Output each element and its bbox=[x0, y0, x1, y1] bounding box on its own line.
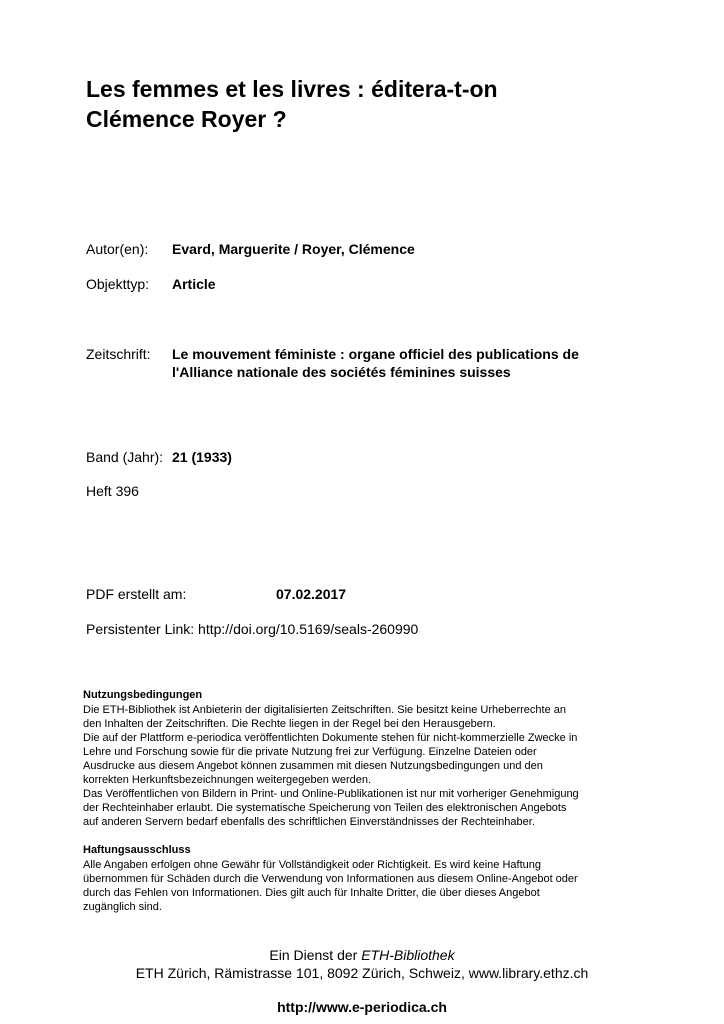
pdf-created-label: PDF erstellt am: bbox=[86, 586, 187, 602]
terms-line: Die ETH-Bibliothek ist Anbieterin der digitalisierten Zeitschriften. Sie besitzt keine Urheberrechte an bbox=[83, 704, 567, 716]
disclaimer-section bbox=[83, 843, 643, 914]
zeitschrift-value bbox=[172, 345, 642, 381]
terms-line: Ausdrucke aus diesem Angebot können zusammen mit diesen Nutzungsbedingungen und den bbox=[83, 760, 543, 772]
footer-service-prefix: Ein Dienst der bbox=[269, 947, 362, 963]
terms-line: Lehre und Forschung sowie für die private Nutzung frei zur Verfügung. Einzelne Dateien oder bbox=[83, 746, 537, 758]
title-line: Les femmes et les livres : éditera-t-on bbox=[86, 76, 498, 102]
disclaimer-line: übernommen für Schäden durch die Verwendung von Informationen aus diesem Online-Angebot oder bbox=[83, 873, 578, 885]
objekttyp-value: Article bbox=[172, 276, 216, 292]
disclaimer-heading: Haftungsausschluss bbox=[83, 844, 191, 856]
terms-line: auf anderen Servern bedarf ebenfalls des schriftlichen Einverständnisses der Rechteinhaber. bbox=[83, 816, 535, 828]
title-line: Clémence Royer ? bbox=[86, 106, 287, 132]
disclaimer-line: Alle Angaben erfolgen ohne Gewähr für Vollständigkeit oder Richtigkeit. Es wird keine Haftung bbox=[83, 859, 541, 871]
terms-line: den Inhalten der Zeitschriften. Die Rechte liegen in der Regel bei den Herausgebern. bbox=[83, 718, 496, 730]
footer-address: ETH Zürich, Rämistrasse 101, 8092 Zürich, Schweiz, www.library.ethz.ch bbox=[135, 965, 589, 981]
terms-heading: Nutzungsbedingungen bbox=[83, 689, 203, 701]
zeitschrift-line: l'Alliance nationale des sociétés féminines suisses bbox=[172, 364, 511, 380]
terms-line: Die auf der Plattform e-periodica veröffentlichten Dokumente stehen für nicht-kommerzielle Zwecke in bbox=[83, 732, 578, 744]
footer-service bbox=[0, 946, 724, 964]
autor-value: Evard, Marguerite / Royer, Clémence bbox=[172, 241, 415, 257]
band-value: 21 (1933) bbox=[172, 449, 232, 465]
objekttyp-label: Objekttyp: bbox=[86, 276, 150, 292]
disclaimer-body bbox=[83, 858, 643, 914]
terms-body bbox=[83, 703, 643, 829]
disclaimer-line: zugänglich sind. bbox=[83, 901, 162, 913]
footer-url-link[interactable]: http://www.e-periodica.ch bbox=[277, 999, 447, 1015]
terms-line: korrekten Herkunftsbezeichnungen weitergegeben werden. bbox=[83, 774, 372, 786]
autor-label: Autor(en): bbox=[86, 241, 149, 257]
persistent-link[interactable]: Persistenter Link: http://doi.org/10.5169/seals-260990 bbox=[86, 621, 419, 637]
document-title bbox=[86, 74, 646, 134]
terms-line: der Rechteinhaber erlaubt. Die systematische Speicherung von Teilen des elektronischen Angebots bbox=[83, 802, 567, 814]
band-label: Band (Jahr): bbox=[86, 449, 164, 465]
footer-service-name: ETH-Bibliothek bbox=[361, 947, 455, 963]
disclaimer-line: durch das Fehlen von Informationen. Dies gilt auch für Inhalte Dritter, die über dieses Angebot bbox=[83, 887, 540, 899]
terms-of-use-section bbox=[83, 688, 643, 829]
zeitschrift-label: Zeitschrift: bbox=[86, 346, 151, 362]
heft-text: Heft 396 bbox=[86, 483, 139, 499]
terms-line: Das Veröffentlichen von Bildern in Print- und Online-Publikationen ist nur mit vorheriger Genehmigung bbox=[83, 788, 579, 800]
pdf-created-date: 07.02.2017 bbox=[276, 586, 347, 602]
zeitschrift-line: Le mouvement féministe : organe officiel des publications de bbox=[172, 346, 579, 362]
